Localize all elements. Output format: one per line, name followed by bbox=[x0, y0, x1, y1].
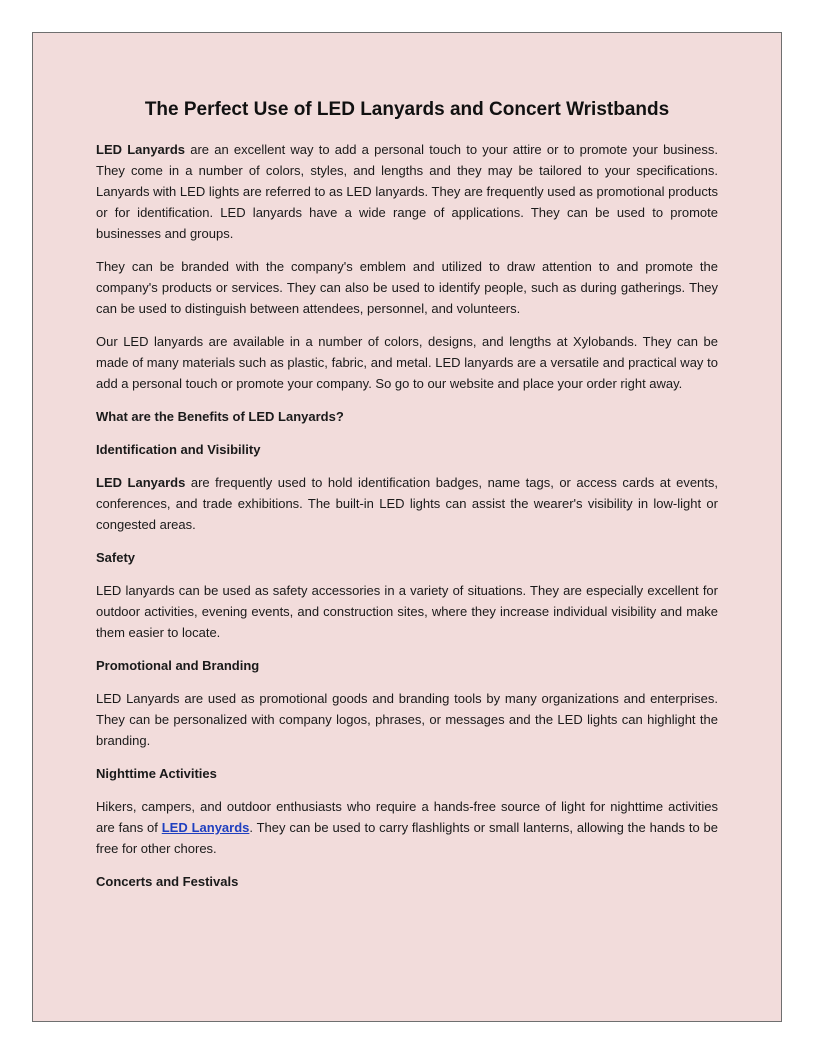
nighttime-text-before: Hikers, campers, and outdoor enthusiasts who require a hands-free source of light for nighttime activities are fans of bbox=[96, 799, 718, 835]
identification-heading: Identification and Visibility bbox=[96, 442, 261, 457]
xylobands-paragraph: Our LED lanyards are available in a number of colors, designs, and lengths at Xylobands. They can be made of many materials such as plastic, fabric, and metal. LED lanyards are a versatile and practical way to add a personal touch or promote your company. So go to our website and place your order right away. bbox=[96, 334, 718, 391]
identification-lead-term: LED Lanyards bbox=[96, 475, 186, 490]
intro-lead-term: LED Lanyards bbox=[96, 142, 186, 157]
branding-paragraph: They can be branded with the company's emblem and utilized to draw attention to and promote the company's products or services. They can also be used to identify people, such as during gatherings. They can be used to distinguish between attendees, personnel, and volunteers. bbox=[96, 259, 718, 316]
identification-text: are frequently used to hold identification badges, name tags, or access cards at events, conferences, and trade exhibitions. The built-in LED lights can assist the wearer's visibility in low-light or congested areas. bbox=[96, 475, 718, 532]
nighttime-paragraph bbox=[96, 796, 718, 859]
benefits-heading: What are the Benefits of LED Lanyards? bbox=[96, 409, 344, 424]
page-title: The Perfect Use of LED Lanyards and Concert Wristbands bbox=[144, 99, 670, 120]
document-page bbox=[32, 32, 782, 1022]
safety-paragraph: LED lanyards can be used as safety accessories in a variety of situations. They are especially excellent for outdoor activities, evening events, and construction sites, where they increase individual visibility and make them easier to locate. bbox=[96, 583, 718, 640]
document-body bbox=[96, 97, 718, 904]
led-lanyards-link[interactable]: LED Lanyards bbox=[161, 820, 250, 835]
safety-heading: Safety bbox=[96, 550, 136, 565]
intro-text: are an excellent way to add a personal touch to your attire or to promote your business. They come in a number of colors, styles, and lengths and they may be tailored to your specifications. Lanyards with LED lights are referred to as LED lanyards. They are frequently used as promotional products or for identification. LED lanyards have a wide range of applications. They can be used to promote businesses and groups. bbox=[96, 142, 718, 241]
nighttime-text-after: . They can be used to carry flashlights or small lanterns, allowing the hands to be free for other chores. bbox=[96, 820, 718, 856]
nighttime-heading: Nighttime Activities bbox=[96, 766, 217, 781]
promotional-heading: Promotional and Branding bbox=[96, 658, 260, 673]
promotional-paragraph: LED Lanyards are used as promotional goods and branding tools by many organizations and enterprises. They can be personalized with company logos, phrases, or messages and the LED lights can highlight the branding. bbox=[96, 691, 718, 748]
concerts-heading: Concerts and Festivals bbox=[96, 874, 239, 889]
identification-paragraph bbox=[96, 472, 718, 535]
intro-paragraph bbox=[96, 139, 718, 244]
